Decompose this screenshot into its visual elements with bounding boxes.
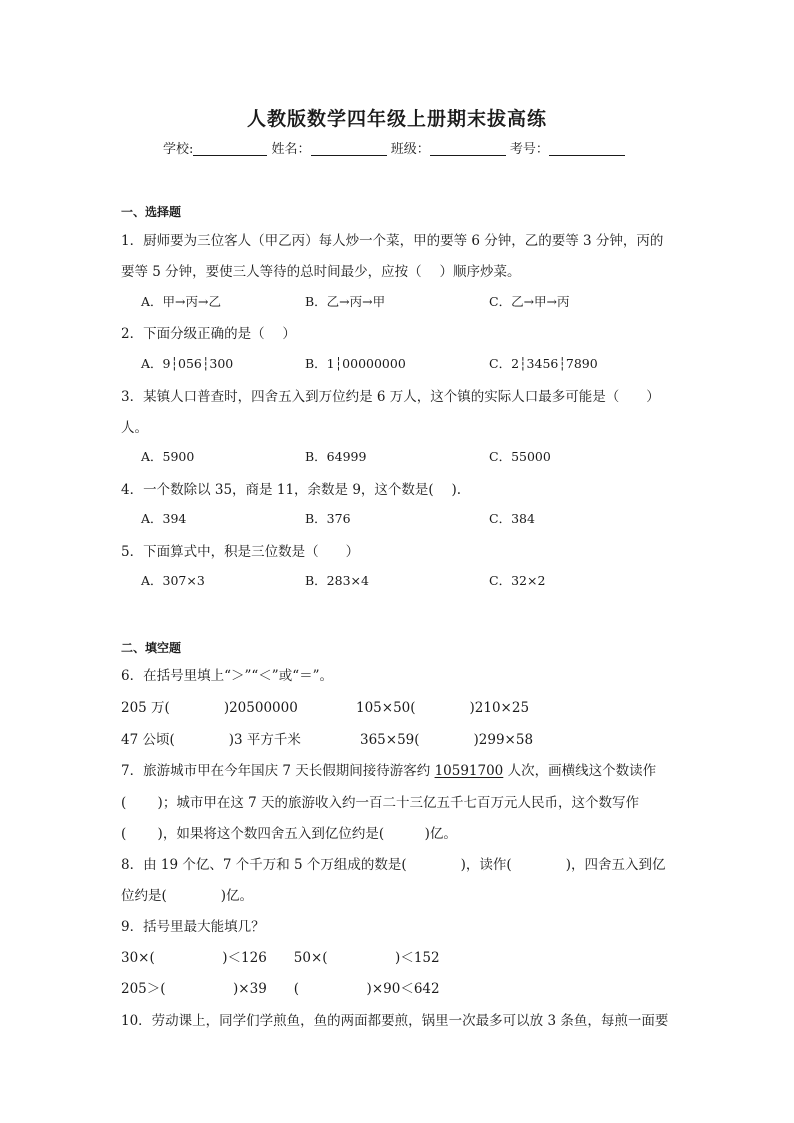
q2-option-a[interactable]: A．9┆056┆300	[141, 356, 234, 371]
school-blank[interactable]	[193, 141, 267, 156]
page-title: 人教版数学四年级上册期末拔高练	[246, 108, 547, 130]
q5-text: 5．下面算式中，积是三位数是（ ）	[121, 544, 360, 560]
q4-option-a[interactable]: A．394	[141, 511, 187, 526]
q2-text: 2．下面分级正确的是（ ）	[121, 326, 296, 342]
q3-option-a[interactable]: A．5900	[141, 449, 195, 464]
q4-text: 4．一个数除以 35，商是 11，余数是 9，这个数是( ).	[121, 482, 462, 498]
q3-line1: 3．某镇人口普查时，四舍五入到万位约是 6 万人，这个镇的实际人口最多可能是（ ）	[121, 389, 660, 405]
q2-option-c[interactable]: C．2┆3456┆7890	[489, 356, 598, 371]
class-label: 班级：	[390, 142, 430, 157]
q6-row2-left: 47 公顷( )3 平方千米	[121, 732, 301, 748]
q7-underlined-number: 10591700	[434, 763, 504, 779]
q1-option-c[interactable]: C．乙→甲→丙	[489, 294, 570, 309]
q8-line1: 8．由 19 个亿、7 个千万和 5 个万组成的数是( )，读作( )，四舍五入到亿	[121, 857, 666, 873]
q3-option-c[interactable]: C．55000	[489, 449, 551, 464]
student-info-line	[163, 138, 625, 157]
q7-line1	[121, 759, 656, 779]
q6-row1-right: 105×50( )210×25	[356, 700, 530, 716]
section-choice-title: 一、选择题	[121, 205, 182, 219]
q10-line1: 10．劳动课上，同学们学煎鱼，鱼的两面都要煎，锅里一次最多可以放 3 条鱼，每煎一面要	[121, 1013, 669, 1029]
q3-line2: 人。	[121, 420, 148, 436]
q1-line2: 要等 5 分钟，要使三人等待的总时间最少，应按（ ）顺序炒菜。	[121, 264, 521, 280]
q7-line3: ( )，如果将这个数四舍五入到亿位约是( )亿。	[121, 826, 457, 842]
q1-option-a[interactable]: A．甲→丙→乙	[141, 294, 221, 309]
exam-no-blank[interactable]	[549, 141, 625, 156]
q9-text: 9．括号里最大能填几？	[121, 919, 265, 935]
q8-line2: 位约是( )亿。	[121, 888, 254, 904]
q4-option-c[interactable]: C．384	[489, 511, 535, 526]
q5-option-b[interactable]: B．283×4	[305, 573, 369, 588]
q1-option-b[interactable]: B．乙→丙→甲	[305, 294, 386, 309]
q6-text: 6．在括号里填上“＞”“＜”或“＝”。	[121, 668, 333, 684]
school-label: 学校:	[163, 142, 194, 157]
q2-option-b[interactable]: B．1┆00000000	[305, 356, 406, 371]
q3-option-b[interactable]: B．64999	[305, 449, 367, 464]
name-label: 姓名：	[271, 142, 311, 157]
exam-no-label: 考号：	[509, 142, 549, 157]
name-blank[interactable]	[311, 141, 387, 156]
q6-row1-left: 205 万( )20500000	[121, 700, 298, 716]
q7-line1-pre: 7．旅游城市甲在今年国庆 7 天长假期间接待游客约	[121, 763, 435, 779]
q7-line1-post: 人次，画横线这个数读作	[503, 763, 657, 779]
q6-row2-right: 365×59( )299×58	[360, 732, 534, 748]
q9-row1: 30×( )＜126 50×( )＜152	[121, 950, 440, 966]
q5-option-c[interactable]: C．32×2	[489, 573, 546, 588]
section-fill-title: 二、填空题	[121, 641, 182, 655]
q4-option-b[interactable]: B．376	[305, 511, 351, 526]
q5-option-a[interactable]: A．307×3	[141, 573, 205, 588]
q9-row2: 205＞( )×39 ( )×90＜642	[121, 981, 440, 997]
q7-line2: ( )；城市甲在这 7 天的旅游收入约一百二十三亿五千七百万元人民币，这个数写作	[121, 795, 639, 811]
class-blank[interactable]	[430, 141, 506, 156]
q1-line1: 1．厨师要为三位客人（甲乙丙）每人炒一个菜，甲的要等 6 分钟，乙的要等 3 分钟，丙的	[121, 233, 664, 249]
